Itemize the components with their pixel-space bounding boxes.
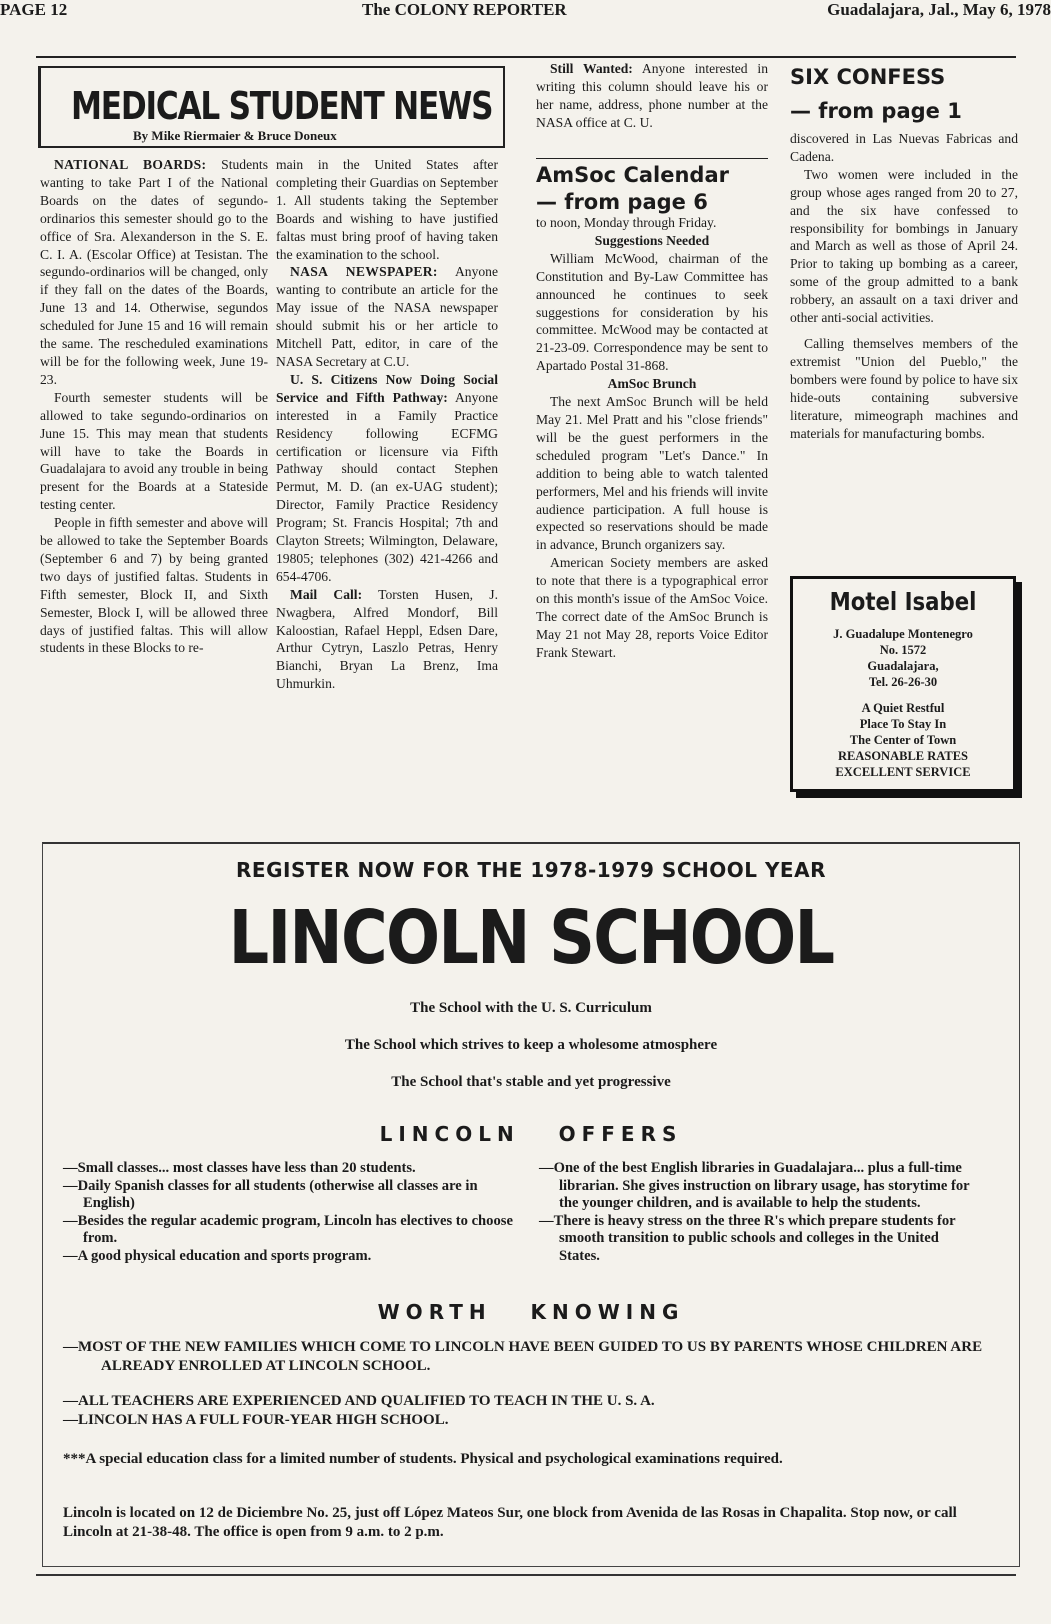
masthead-rule bbox=[36, 56, 1016, 58]
motel-slogan-1: A Quiet Restful bbox=[861, 701, 945, 715]
lincoln-school-ad bbox=[42, 842, 1020, 1567]
amsoc-calendar-title: AmSoc Calendar bbox=[536, 163, 729, 187]
motel-rates: REASONABLE RATES bbox=[837, 749, 968, 763]
fifth-pathway-paragraph: U. S. Citizens Now Doing Social Service and Fifth Pathway: Anyone interested in a Family Practice Residency following ECFMG certification or licensure via Fifth Pathway should contact Stephen Permut, M. D. (an ex-UAG student); Director, Family Practice Residency Program; St. Francis Hospital; 7th and Clayton Streets; Wilmington, Delaware, 19805; telephones (302) 421-4266 and 654-4706. bbox=[276, 371, 499, 584]
offer-item: —A good physical education and sports program. bbox=[63, 1247, 372, 1264]
amsoc-calendar-body bbox=[536, 214, 768, 662]
motel-slogan-3: The Center of Town bbox=[849, 733, 957, 747]
medical-news-header-box bbox=[38, 66, 505, 148]
amsoc-calendar-subtitle: — from page 6 bbox=[536, 190, 708, 214]
six-confess-subtitle: — from page 1 bbox=[790, 99, 962, 123]
offers-right-list bbox=[539, 1160, 983, 1266]
page-number: PAGE 12 bbox=[0, 0, 68, 19]
offers-left-list bbox=[63, 1160, 513, 1266]
mail-call-paragraph: Mail Call: Torsten Husen, J. Nwagbera, Alfred Mondorf, Bill Kaloostian, Rafael Heppl, Edsen Dare, Arthur Cytryn, Laszlo Petras, Henry Bianchi, Bryan La Brenz, Ima Uhmurkin. bbox=[276, 586, 498, 692]
six-confess-title: SIX CONFESS bbox=[790, 65, 946, 89]
motel-city: Guadalajara, bbox=[867, 659, 939, 673]
tagline-curriculum: The School with the U. S. Curriculum bbox=[410, 1000, 652, 1016]
brunch-paragraph: The next AmSoc Brunch will be held May 21. Mel Pratt and his "close friends" will be the guest performers in the scheduled program "Let's Dance." In addition to being able to watch talented performers, Mel and his friends will invite audience participation. A full house is expected so reservations should be made in advance, Brunch organizers say. bbox=[536, 394, 768, 553]
paper-name: The COLONY REPORTER bbox=[362, 0, 567, 19]
offer-item: —There is heavy stress on the three R's which prepare students for smooth transition to public schools and colleges in the United States. bbox=[539, 1212, 956, 1264]
offers-heading: LINCOLN OFFERS bbox=[379, 1122, 683, 1146]
medical-news-byline: By Mike Riermaier & Bruce Doneux bbox=[133, 128, 337, 143]
worth-knowing-list bbox=[63, 1338, 993, 1430]
fifth-semester-paragraph: People in fifth semester and above will be allowed to take the September Boards (September 6 and 7) by being granted two days of justified faltas. Students in Fifth semester, Block II, and Sixth Semester, Block I, will be allowed three days of justified faltas. This will allow students in these Blocks to re- bbox=[40, 515, 268, 656]
six-confess-p2: Two women were included in the group whose ages ranged from 20 to 27, and the six have confessed to responsibility for bombings in January and March as well as those of April 24. Prior to taking up bombing as a career, some of the group admitted to a bank robbery, an assault on a taxi driver and other anti-social activities. bbox=[790, 166, 1018, 326]
column-3-rule bbox=[536, 158, 768, 159]
worth-item: —LINCOLN HAS A FULL FOUR-YEAR HIGH SCHOOL. bbox=[63, 1412, 449, 1428]
offer-item: —One of the best English libraries in Guadalajara... plus a full-time librarian. She gives instruction on library usage, has storytime for the younger children, and is available to help the students. bbox=[539, 1160, 970, 1212]
page-bottom-rule bbox=[36, 1574, 1016, 1576]
offer-item: —Small classes... most classes have less than 20 students. bbox=[63, 1160, 416, 1176]
worth-knowing-heading: WORTH KNOWING bbox=[377, 1300, 685, 1324]
worth-item: —ALL TEACHERS ARE EXPERIENCED AND QUALIFIED TO TEACH IN THE U. S. A. bbox=[63, 1393, 655, 1409]
masthead bbox=[0, 0, 1051, 22]
motel-name: Motel Isabel bbox=[829, 587, 977, 616]
medical-column-1 bbox=[40, 156, 268, 657]
location-note: Lincoln is located on 12 de Diciembre No. 25, just off López Mateos Sur, one block from Avenida de las Rosas in Chapalita. Stop now, or call Lincoln at 21-38-48. The office is open from 9 a.m. to 2 p.m. bbox=[63, 1505, 957, 1540]
national-boards-paragraph: NATIONAL BOARDS: Students wanting to take Part I of the National Boards on the dates of segundo-ordinarios this semester should go to the office of Sra. Alexanderson in the S. E. C. I. A. (Escolar Office) at Tesistan. The segundo-ordinarios will be changed, only if they fall on the dates of the Boards, June 13 and 14. Otherwise, segundos scheduled for June 15 and 16 will remain the same. The rescheduled examinations will be for the following week, June 19-23. bbox=[40, 157, 268, 387]
offer-item: —Daily Spanish classes for all students (otherwise all classes are in English) bbox=[63, 1177, 478, 1212]
medical-column-2 bbox=[276, 156, 498, 693]
fourth-semester-paragraph: Fourth semester students will be allowed to take segundo-ordinarios on June 15. This may mean that students will have to take the Boards in Guadalajara to avoid any trouble in being present for the Boards at a Stateside testing center. bbox=[40, 389, 268, 513]
six-confess-p1: discovered in Las Nuevas Fabricas and Cadena. bbox=[790, 131, 1018, 164]
motel-isabel-ad bbox=[790, 576, 1016, 792]
brunch-heading: AmSoc Brunch bbox=[607, 376, 697, 392]
tagline-progressive: The School that's stable and yet progressive bbox=[391, 1074, 671, 1090]
amsoc-hours: to noon, Monday through Friday. bbox=[536, 215, 717, 230]
motel-address-1: J. Guadalupe Montenegro bbox=[833, 627, 973, 641]
boards-continuation-paragraph: main in the United States after completing their Guardias on September 1. All students taking the September Boards and wishing to have justified faltas must bring proof of having taken the examination to the school. bbox=[276, 157, 498, 262]
offer-item: —Besides the regular academic program, Lincoln has electives to choose from. bbox=[63, 1212, 513, 1247]
motel-address-2: No. 1572 bbox=[879, 643, 927, 657]
school-name: LINCOLN SCHOOL bbox=[228, 895, 834, 981]
motel-service: EXCELLENT SERVICE bbox=[835, 765, 971, 779]
six-confess-heading bbox=[790, 60, 1018, 128]
motel-slogan-2: Place To Stay In bbox=[859, 717, 947, 731]
six-confess-body bbox=[790, 130, 1018, 442]
still-wanted-paragraph: Still Wanted: Anyone interested in writing this column should leave his or her name, address, phone number at the NASA office at C. U. bbox=[536, 61, 768, 130]
suggestions-heading: Suggestions Needed bbox=[594, 232, 710, 248]
tagline-atmosphere: The School which strives to keep a wholesome atmosphere bbox=[344, 1037, 718, 1053]
register-headline: REGISTER NOW FOR THE 1978-1979 SCHOOL YEAR bbox=[236, 858, 826, 882]
nasa-newspaper-paragraph: NASA NEWSPAPER: Anyone wanting to contribute an article for the May issue of the NASA newspaper should submit his or her article to Mitchell Patt, editor, in care of the NASA Secretary at C.U. bbox=[276, 264, 498, 369]
suggestions-paragraph: William McWood, chairman of the Constitution and By-Law Committee has announced he continues to seek suggestions for consideration by his committee. McWood may be contacted at 21-23-09. Correspondence may be sent to Apartado Postal 31-868. bbox=[536, 250, 768, 374]
medical-news-title: MEDICAL STUDENT NEWS bbox=[71, 84, 493, 128]
typo-note-paragraph: American Society members are asked to note that there is a typographical error on this month's issue of the AmSoc Voice. The correct date of the AmSoc Brunch is May 21 not May 28, reports Voice Editor Frank Stewart. bbox=[536, 555, 768, 660]
amsoc-calendar-heading bbox=[536, 162, 768, 216]
motel-phone: Tel. 26-26-30 bbox=[868, 675, 938, 689]
dateline: Guadalajara, Jal., May 6, 1978 bbox=[827, 0, 1051, 19]
amsoc-column bbox=[536, 60, 768, 132]
worth-item: —MOST OF THE NEW FAMILIES WHICH COME TO LINCOLN HAVE BEEN GUIDED TO US BY PARENTS WHOSE CHILDREN ARE ALREADY ENROLLED AT LINCOLN SCHOOL. bbox=[63, 1339, 983, 1374]
special-education-note: ***A special education class for a limited number of students. Physical and psychological examinations required. bbox=[63, 1451, 783, 1467]
six-confess-p3: Calling themselves members of the extremist "Union del Pueblo," the bombers were found by police to have six hide-outs containing subversive literature, mimeograph machines and materials for manufacturing bombs. bbox=[790, 335, 1018, 441]
